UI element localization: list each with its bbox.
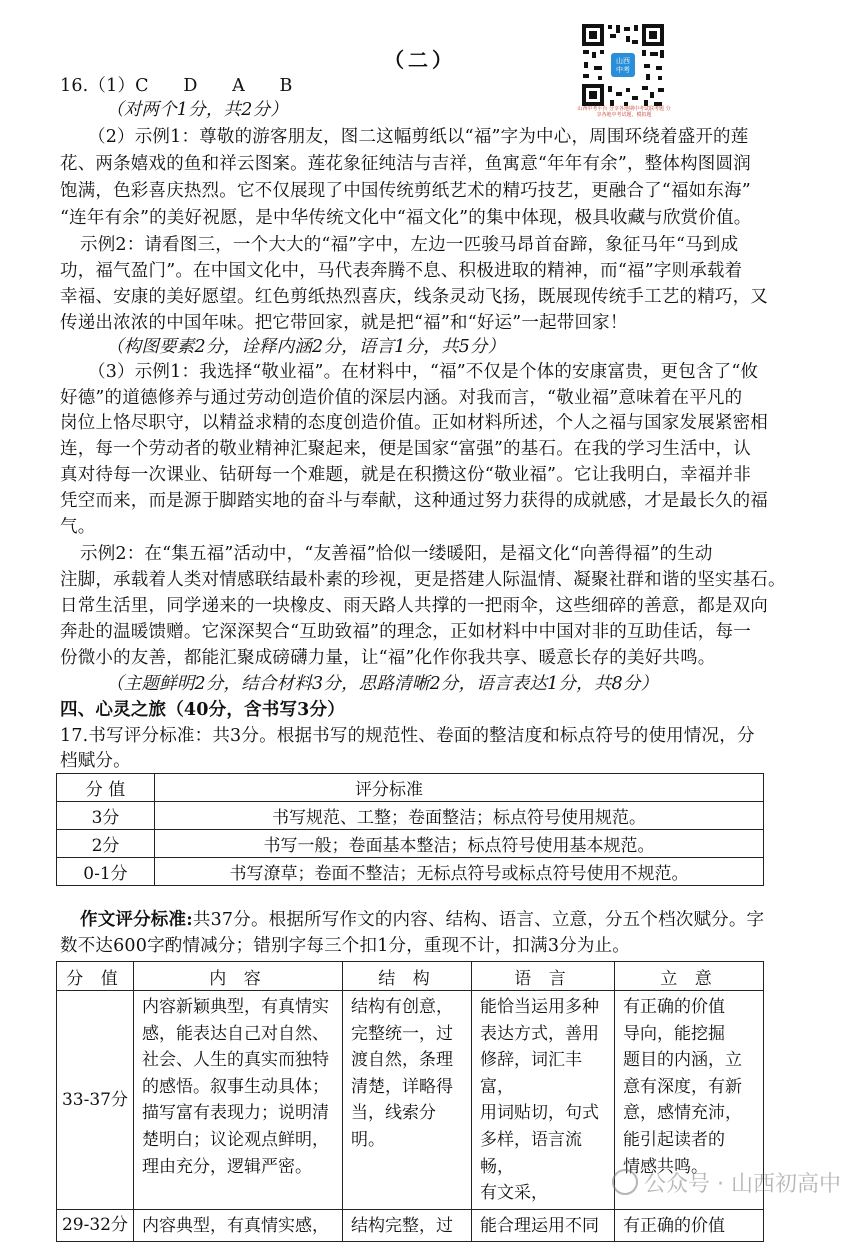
answer-16-2-line: 传递出浓浓的中国年味。把它带回家，就是把“福”和“好运”一起带回家！ xyxy=(60,313,628,333)
writing-criteria-intro: 17.书写评分标准：共3分。根据书写的规范性、卷面的整洁度和标点符号的使用情况，分 xyxy=(60,726,755,746)
cell-line: 描写富有表现力；说明清 xyxy=(142,1103,329,1124)
cell-line: 能引起读者的 xyxy=(623,1129,725,1150)
watermark xyxy=(612,1167,841,1198)
score-cell: 33-37分 xyxy=(57,991,134,1210)
answer-16-1: 16.（1）C D A B xyxy=(60,76,293,96)
score-cell: 29-32分 xyxy=(57,1209,134,1242)
essay-criteria-text: 数不达600字酌情减分；错别字每三个扣1分，重现不计，扣满3分为止。 xyxy=(60,936,630,956)
cell-line: 有文采， xyxy=(480,1183,548,1204)
section-heading: 四、心灵之旅（40分，含书写3分） xyxy=(60,700,345,720)
svg-text:中考: 中考 xyxy=(616,66,630,74)
essay-criteria-text: 共37分。根据所写作文的内容、结构、语言、立意，分五个档次赋分。字 xyxy=(192,910,765,930)
criteria-cell: 书写潦草；卷面不整洁；无标点符号或标点符号使用不规范。 xyxy=(155,858,764,886)
answer-16-3-line: 连，每一个劳动者的敬业精神汇聚起来，便是国家“富强”的基石。在我的学习生活中，认 xyxy=(60,439,751,459)
cell-line: 表达方式，善用 xyxy=(480,1023,599,1044)
qr-code-icon xyxy=(580,22,666,108)
essay-criteria-intro xyxy=(80,908,764,932)
cell-line: 清楚，详略得 xyxy=(351,1076,453,1097)
cell-line: 修辞，词汇丰富， xyxy=(480,1050,582,1097)
table-row xyxy=(57,858,764,886)
answer-16-3-line: （3）示例1：我选择“敬业福”。在材料中，“福”不仅是个体的安康富贵，更包含了“攸 xyxy=(88,362,759,382)
answer-16-3-line: 气。 xyxy=(60,517,96,537)
table-row xyxy=(57,830,764,858)
cell-line: 社会、人生的真实而独特 xyxy=(142,1050,329,1071)
wechat-icon xyxy=(612,1169,638,1195)
cell-line: 有正确的价值 xyxy=(623,997,725,1017)
cell-line: 渡自然，条理 xyxy=(351,1050,453,1071)
cell-line: 导向，能挖掘 xyxy=(623,1023,725,1044)
answer-16-2-line: “连年有余”的美好祝愿，是中华传统文化中“福文化”的集中体现，极具收藏与欣赏价值。 xyxy=(60,208,752,228)
answer-16-2-line: 花、两条嬉戏的鱼和祥云图案。莲花象征纯洁与吉祥，鱼寓意“年年有余”，整体构图圆润 xyxy=(60,154,751,174)
cell-line: 情感共鸣。 xyxy=(623,1156,708,1177)
cell-line: 意，感情充沛， xyxy=(623,1103,742,1124)
table-header: 结 构 xyxy=(343,962,472,991)
table-header: 分 值 xyxy=(57,962,134,991)
qr-code[interactable] xyxy=(580,22,666,108)
criteria-cell: 书写规范、工整；卷面整洁；标点符号使用规范。 xyxy=(155,802,764,830)
qr-caption: 山西中考平台 分享各地期中考试联考题 分享各地中考试题，模拟题 xyxy=(577,106,671,118)
table-header: 语 言 xyxy=(472,962,615,991)
score-cell: 0-1分 xyxy=(57,858,155,886)
answer-16-3-line: 凭空而来，而是源于脚踏实地的奋斗与奉献，这种通过努力获得的成就感，才是最长久的福 xyxy=(60,491,768,511)
cell-line: 结构有创意， xyxy=(351,997,453,1017)
writing-criteria-intro: 档赋分。 xyxy=(60,751,131,771)
cell-line: 内容新颖典型，有真情实 xyxy=(142,997,329,1017)
answer-16-3-line: 份微小的友善，都能汇聚成磅礴力量，让“福”化作你我共享、暖意长存的美好共鸣。 xyxy=(60,648,716,668)
answer-16-2-line: 示例2：请看图三，一个大大的“福”字中，左边一匹骏马昂首奋蹄，象征马年“马到成 xyxy=(80,235,739,255)
answer-16-2-line: 功，福气盈门”。在中国文化中，马代表奔腾不息、积极进取的精神，而“福”字则承载着 xyxy=(60,261,743,281)
essay-score-table xyxy=(56,961,764,1242)
essay-criteria-label: 作文评分标准: xyxy=(80,910,193,930)
watermark-text: 公众号 · 山西初高中 xyxy=(644,1172,841,1197)
qr-logo-text: 山西 xyxy=(616,57,630,65)
answer-16-3-line: 岗位上恪尽职守，以精益求精的态度创造价值。正如材料所述，个人之福与国家发展紧密相 xyxy=(60,413,768,433)
answer-16-2-line: 饱满，色彩喜庆热烈。它不仅展现了中国传统剪纸艺术的精巧技艺，更融合了“福如东海” xyxy=(60,181,751,201)
cell-line: 题目的内涵，立 xyxy=(623,1050,742,1071)
answer-16-3-line: 示例2：在“集五福”活动中，“友善福”恰似一缕暖阳，是福文化“向善得福”的生动 xyxy=(80,544,713,564)
table-row xyxy=(57,1209,764,1242)
answer-16-3-line: 注脚，承载着人类对情感联结最朴素的珍视，更是搭建人际温情、凝聚社群和谐的坚实基石。 xyxy=(60,570,786,590)
cell-line: 完整统一，过 xyxy=(351,1023,453,1044)
table-header: 立 意 xyxy=(615,962,764,991)
answer-16-3-line: 日常生活里，同学递来的一块橡皮、雨天路人共撑的一把雨伞，这些细碎的善意，都是双向 xyxy=(60,596,768,616)
idea-cell: 有正确的价值 xyxy=(615,1209,764,1242)
language-cell xyxy=(472,991,615,1210)
score-note: （对两个1分，共2分） xyxy=(106,100,288,120)
answer-16-2-line: 幸福、安康的美好愿望。红色剪纸热烈喜庆，线条灵动飞扬，既展现传统手工艺的精巧，又 xyxy=(60,287,768,307)
score-cell: 3分 xyxy=(57,802,155,830)
answer-16-3-line: 真对待每一次课业、钻研每一个难题，就是在积攒这份“敬业福”。它让我明白，幸福并非 xyxy=(60,465,751,485)
table-header: 评分标准 xyxy=(155,774,764,802)
score-note: （主题鲜明2分，结合材料3分，思路清晰2分，语言表达1分，共8分） xyxy=(106,674,659,694)
cell-line: 的感悟。叙事生动具体； xyxy=(142,1076,329,1097)
table-header: 内 容 xyxy=(134,962,343,991)
structure-cell xyxy=(343,991,472,1210)
content-cell: 内容典型，有真情实感， xyxy=(134,1209,343,1242)
structure-cell: 结构完整，过 xyxy=(343,1209,472,1242)
cell-line: 感，能表达自己对自然、 xyxy=(142,1023,329,1044)
content-cell xyxy=(134,991,343,1210)
cell-line: 理由充分，逻辑严密。 xyxy=(142,1156,312,1177)
cell-line: 当，线索分明。 xyxy=(351,1103,436,1150)
cell-line: 用词贴切，句式 xyxy=(480,1103,599,1124)
cell-line: 楚明白；议论观点鲜明， xyxy=(142,1129,329,1150)
writing-score-table xyxy=(56,773,764,886)
page-title: （二） xyxy=(384,48,456,72)
answer-16-2-line: （2）示例1：尊敬的游客朋友，图二这幅剪纸以“福”字为中心，周围环绕着盛开的莲 xyxy=(88,127,749,147)
score-cell: 2分 xyxy=(57,830,155,858)
cell-line: 意有深度，有新 xyxy=(623,1076,742,1097)
criteria-cell: 书写一般；卷面基本整洁；标点符号使用基本规范。 xyxy=(155,830,764,858)
answer-16-3-line: 奔赴的温暖馈赠。它深深契合“互助致福”的理念，正如材料中中国对非的互助佳话，每一 xyxy=(60,622,751,642)
score-note: （构图要素2分，诠释内涵2分，语言1分，共5分） xyxy=(106,337,506,357)
cell-line: 多样，语言流畅， xyxy=(480,1129,582,1177)
table-header: 分 值 xyxy=(57,774,155,802)
table-row xyxy=(57,802,764,830)
language-cell: 能合理运用不同 xyxy=(472,1209,615,1242)
answer-16-3-line: 好德”的道德修养与通过劳动创造价值的深层内涵。对我而言，“敬业福”意味着在平凡的 xyxy=(60,388,743,408)
cell-line: 能恰当运用多种 xyxy=(480,997,599,1017)
